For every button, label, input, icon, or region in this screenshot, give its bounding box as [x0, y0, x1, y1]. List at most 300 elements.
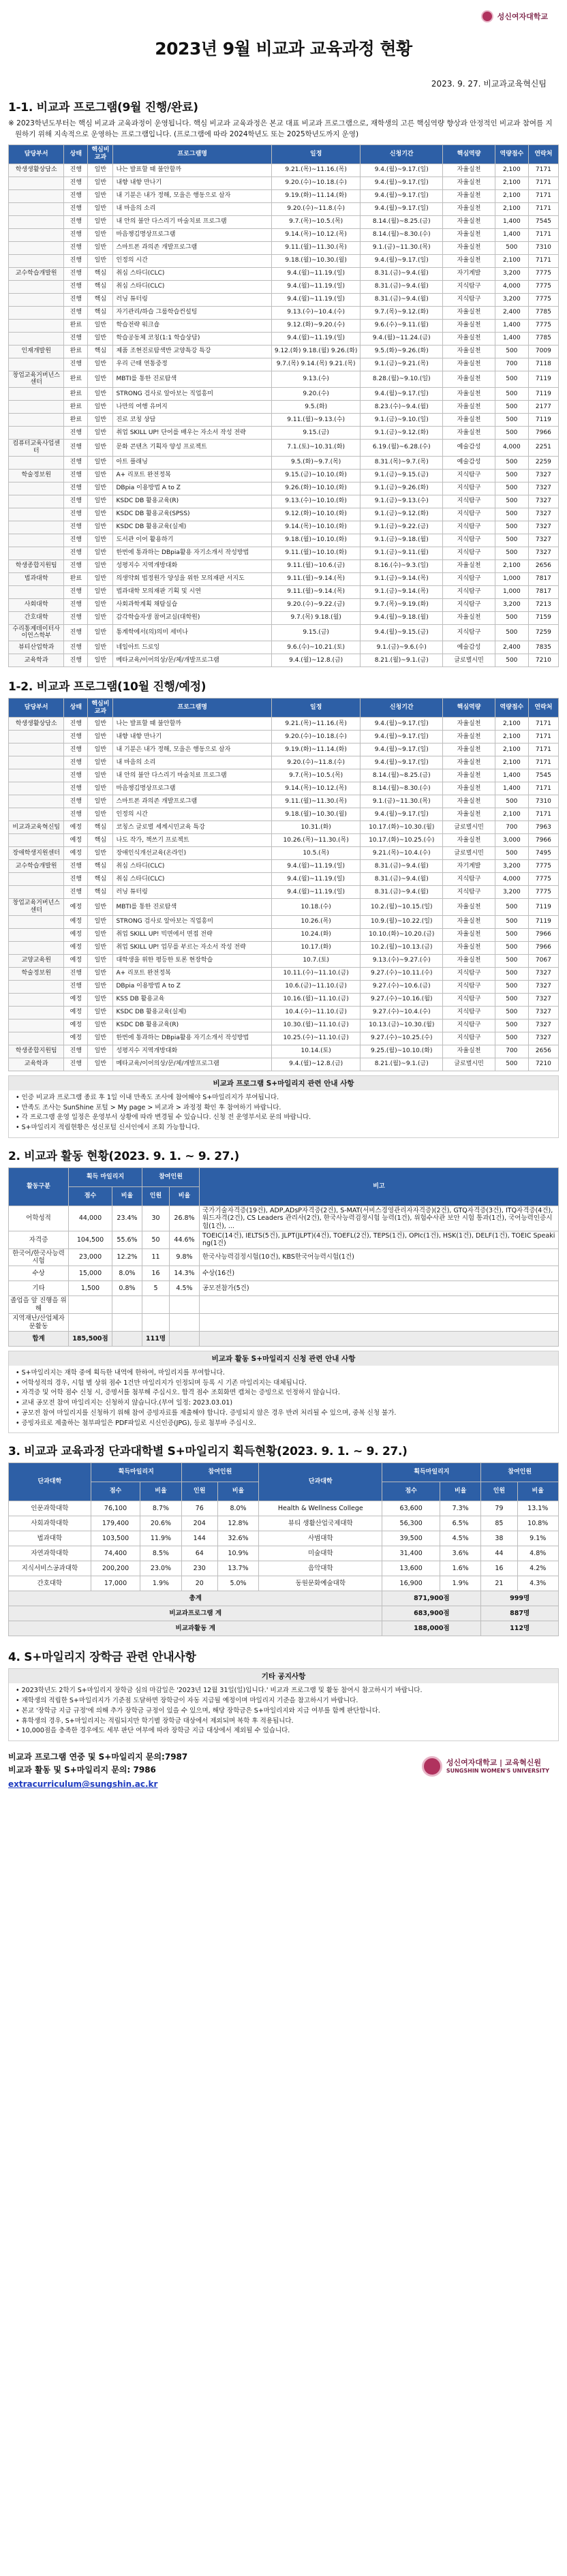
table-cell: [9, 254, 64, 267]
table-cell: 진행: [64, 358, 88, 371]
col-group-people-a: 참여인원: [181, 1463, 259, 1482]
table-cell: 내 마음의 소리: [113, 202, 272, 215]
table-cell: KSDC DB 활용교육(실제): [113, 521, 272, 534]
table-cell: 20.6%: [140, 1516, 181, 1531]
table-cell: [142, 1314, 170, 1332]
table-cell: 9.4.(월)~9.17.(일): [361, 743, 443, 756]
table-row: [9, 215, 559, 228]
table-cell: 지식탐구: [443, 547, 495, 559]
table-row: [9, 967, 559, 980]
table-cell: 9.4.(월)~9.18.(월): [361, 611, 443, 624]
table-row: [9, 886, 559, 899]
table-cell: [170, 1296, 200, 1314]
table-cell: 3,200: [495, 293, 528, 306]
table-cell: 7775: [528, 319, 558, 332]
table-cell: 7171: [528, 164, 558, 177]
column-header: 핵심비교과: [88, 144, 113, 164]
table-cell: 39,500: [382, 1531, 440, 1546]
table-cell: 지식탐구: [443, 508, 495, 521]
table-cell: A+ 리포트 완전정복: [113, 469, 272, 482]
table-cell: 법과대학: [9, 1531, 91, 1546]
table-cell: 9.14.(목)~10.10.(화): [272, 521, 361, 534]
table-cell: 교수학습개발원: [9, 860, 64, 873]
table-cell: 진행: [64, 743, 88, 756]
table-cell: 진행: [64, 654, 88, 667]
col-people-ratio: 비율: [170, 1186, 200, 1206]
table-cell: 자기관리/하습 그룹학습컨설팅: [113, 306, 272, 319]
table-cell: 인문과학대학: [9, 1501, 91, 1516]
table-cell: 15,000: [69, 1266, 112, 1281]
table-cell: 진행: [64, 559, 88, 572]
table-cell: 500: [495, 611, 528, 624]
table-cell: 일반: [88, 654, 113, 667]
table-cell: 9.4.(월)~9.17.(일): [361, 718, 443, 731]
table-cell: 일반: [88, 899, 113, 916]
table-cell: 9.18.(월)~10.30.(월): [272, 808, 361, 821]
table-cell: MBTI를 통한 진로탐색: [113, 899, 272, 916]
table-cell: [9, 1006, 64, 1019]
table-cell: 내 안의 불안 다스리기 마술치료 프로그램: [113, 769, 272, 782]
table-cell: 9.1%: [517, 1531, 559, 1546]
table-cell: 일반: [88, 482, 113, 495]
table-cell: 예정: [64, 993, 88, 1006]
table-cell: 지역재난/산업체자문활동: [9, 1314, 69, 1332]
table-cell: 7171: [528, 808, 558, 821]
table-cell: 스마트폰 과의존 개발프로그램: [113, 795, 272, 808]
activity-notice-title: 비교과 활동 S+마일리지 신청 관련 안내 사항: [9, 1351, 558, 1366]
column-header: 상태: [64, 699, 88, 718]
table-cell: 9.20.(수)~10.18.(수): [272, 177, 361, 189]
table-cell: [9, 177, 64, 189]
table-cell: 7171: [528, 756, 558, 769]
table-cell: 10.6.(금)~11.10.(금): [272, 980, 361, 993]
table-cell: [200, 1296, 559, 1314]
table-cell: 진행: [64, 495, 88, 508]
table-cell: 8.21.(월)~9.1.(금): [361, 654, 443, 667]
table-cell: 7171: [528, 718, 558, 731]
table-cell: 한국어/한국사능력시험: [9, 1248, 69, 1266]
table-cell: 일반: [88, 332, 113, 345]
table-cell: [9, 1032, 64, 1045]
table-cell: 9.11.(월)~9.13.(수): [272, 414, 361, 427]
table-cell: 교육학과: [9, 1058, 64, 1071]
table-cell: 7119: [528, 388, 558, 401]
table-cell: 9.5.(화)~9.7.(목): [272, 456, 361, 469]
col-activity-type: 활동구분: [9, 1167, 69, 1206]
table-cell: 9.1.(금)~9.21.(목): [361, 358, 443, 371]
table-cell: 7.3%: [440, 1501, 480, 1516]
table-cell: 8.31.(금)~9.4.(월): [361, 280, 443, 293]
table-cell: 마음챙김명상프로그램: [113, 782, 272, 795]
table-cell: 일반: [88, 1058, 113, 1071]
table-cell: 38: [481, 1531, 517, 1546]
table-cell: 3,000: [495, 834, 528, 847]
table-cell: 7327: [528, 993, 558, 1006]
table-cell: 장애인식개선교육(온라인): [113, 847, 272, 860]
table-cell: 진행: [64, 456, 88, 469]
table-cell: 일반: [88, 388, 113, 401]
table-cell: 자율실천: [443, 177, 495, 189]
table-cell: 일반: [88, 808, 113, 821]
table-cell: 7119: [528, 414, 558, 427]
table-cell: 완료: [64, 345, 88, 358]
table-cell: 9.12.(화)~9.20.(수): [272, 319, 361, 332]
table-cell: 9.11.(월)~9.14.(목): [272, 585, 361, 598]
table-cell: 500: [495, 345, 528, 358]
table-cell: 179,400: [91, 1516, 140, 1531]
table-row: [9, 508, 559, 521]
table-cell: 500: [495, 980, 528, 993]
table-cell: 진행: [64, 718, 88, 731]
table-row: [9, 1516, 559, 1531]
table-cell: 9.11.(월)~11.30.(목): [272, 795, 361, 808]
table-cell: [112, 1314, 142, 1332]
column-header: 핵심역량: [443, 144, 495, 164]
table-cell: 진행: [64, 860, 88, 873]
activity-notice-list: [9, 1366, 558, 1428]
col-group-mileage-a: 획득마일리지: [91, 1463, 181, 1482]
table-cell: TOEIC(14건), IELTS(5건), JLPT(JLPT)(4건), TOEFL(2건), TEPS(1건), OPIc(1건), HSK(1건), DELF(1건), TOEIC Speaking(1건): [200, 1231, 559, 1248]
table-cell: 일반: [88, 456, 113, 469]
table-cell: 내향 내향 만나기: [113, 731, 272, 743]
table-cell: [9, 743, 64, 756]
table-cell: 일반: [88, 469, 113, 482]
total-row: [9, 1621, 559, 1636]
table-cell: 9.4.(월)~11.19.(일): [272, 267, 361, 280]
table-cell: 자율실천: [443, 358, 495, 371]
table-cell: 7171: [528, 782, 558, 795]
table-cell: 진행: [64, 585, 88, 598]
table-cell: [9, 202, 64, 215]
table-cell: 500: [495, 1006, 528, 1019]
table-cell: 2,100: [495, 731, 528, 743]
total-cell: 합계: [9, 1332, 69, 1347]
table-cell: 5: [142, 1281, 170, 1296]
col-college-a: 단과대학: [9, 1463, 91, 1501]
table-row: [9, 534, 559, 547]
table-cell: 3,200: [495, 860, 528, 873]
table-cell: 500: [495, 899, 528, 916]
table-cell: 음악대학: [259, 1561, 382, 1576]
table-cell: 9.26.(화)~10.10.(화): [272, 482, 361, 495]
table-cell: 컴퓨터교육사업센터: [9, 440, 64, 457]
table-cell: 4,000: [495, 440, 528, 457]
table-cell: 국가기술자격증(19건), ADP,ADsP자격증(2건), S-MAT(서비스경영관리자자격증)(2건), GTQ자격증(3건), ITQ자격증(4건), 워드자격(2건), CS Leaders 관리사(2건), 한국사능력검정시험 능력(1건), 위험수사관 보안 시험 통과(1건), 국어능력인증시험(1건), ...: [200, 1206, 559, 1231]
table-cell: 55.6%: [112, 1231, 142, 1248]
table-cell: 9.1.(금)~11.30.(목): [361, 795, 443, 808]
table-cell: [9, 482, 64, 495]
table-cell: 63,600: [382, 1501, 440, 1516]
table-cell: [9, 928, 64, 941]
table-cell: 학생종합지원팀: [9, 559, 64, 572]
table-row: [9, 358, 559, 371]
table-cell: 500: [495, 469, 528, 482]
table-cell: 7966: [528, 928, 558, 941]
table-cell: 네일아트 드로잉: [113, 641, 272, 654]
table-cell: 4,000: [495, 280, 528, 293]
table-cell: 1,400: [495, 319, 528, 332]
table-row: [9, 1045, 559, 1058]
table-cell: [9, 547, 64, 559]
table-cell: 9.21.(목)~11.16.(목): [272, 164, 361, 177]
section-2-title: 1-2. 비교과 프로그램(10월 진행/예정): [8, 680, 206, 694]
table-cell: [9, 495, 64, 508]
table-cell: 일반: [88, 993, 113, 1006]
table-row: [9, 782, 559, 795]
table-cell: 9.13.(수)~9.27.(수): [361, 954, 443, 967]
notice-item: • 증빙자료로 제출하는 첨부파일은 PDF파일로 시신인증(JPG), 등로 첨부바 주십시오.: [16, 1419, 551, 1429]
table-cell: 일반: [88, 585, 113, 598]
table-cell: [9, 980, 64, 993]
table-cell: 예정: [64, 847, 88, 860]
table-row: [9, 547, 559, 559]
table-cell: 500: [495, 1058, 528, 1071]
table-cell: 창업교육거버넌스센터: [9, 371, 64, 388]
table-cell: [200, 1314, 559, 1332]
table-cell: 500: [495, 495, 528, 508]
table-cell: 핵심: [88, 293, 113, 306]
table-cell: 자기계발: [443, 267, 495, 280]
notice-item: • 재학생의 적립한 S+마일리지가 기준점 도달하면 장학금이 자동 지급될 예정이며 마일리지 기준을 참고하시기 바랍니다.: [16, 1696, 551, 1706]
table-cell: 성평지수 지역개방대화: [113, 1045, 272, 1058]
table-cell: 500: [495, 1032, 528, 1045]
notice-item: • 2023학년도 2학기 S+마일리지 장학금 심의 마감일은 '2023년 12월 31일(일)입니다.' 비교과 프로그램 및 활동 참여시 참고하시기 바랍니다.: [16, 1686, 551, 1696]
table-cell: 일반: [88, 915, 113, 928]
col-group-mileage: 획득 마일리지: [69, 1167, 142, 1186]
notice-item: • 공모전 참여 마일리지를 신청하기 위해 참여 증빙자료를 제출해야 합니다. 증빙되지 않은 경우 반려 처리될 수 있으며, 중복 신청 불가.: [16, 1409, 551, 1419]
table-cell: 9.7.(목)~9.12.(화): [361, 306, 443, 319]
table-cell: 간호대학: [9, 611, 64, 624]
table-row: [9, 1281, 559, 1296]
table-cell: 9.1.(금)~9.10.(일): [361, 414, 443, 427]
table-cell: [9, 795, 64, 808]
table-cell: 4.5%: [440, 1531, 480, 1546]
table-cell: 9.4.(월)~9.17.(일): [361, 164, 443, 177]
table-cell: 인정의 시간: [113, 254, 272, 267]
table-row: [9, 306, 559, 319]
notice-item: • 휴학생의 경우, S+마일리지는 적립되지만 학기별 장학금 대상에서 제외되며 복학 후 적용됩니다.: [16, 1717, 551, 1727]
col-score-ratio-b: 비율: [440, 1482, 480, 1501]
table-cell: 9.14.(목)~10.12.(목): [272, 782, 361, 795]
table-cell: 일반: [88, 743, 113, 756]
table-cell: 9.1.(금)~9.12.(화): [361, 508, 443, 521]
table-cell: 9.25.(월)~10.10.(화): [361, 1045, 443, 1058]
table-cell: 일반: [88, 718, 113, 731]
table-cell: 1.6%: [440, 1561, 480, 1576]
table-cell: 핵심: [88, 345, 113, 358]
table-cell: 9.11.(월)~10.6.(금): [272, 559, 361, 572]
table-cell: 러닝 튜터링: [113, 886, 272, 899]
table-cell: 9.6.(수)~9.11.(월): [361, 319, 443, 332]
table-cell: 지식탐구: [443, 1019, 495, 1032]
table-cell: 7171: [528, 228, 558, 241]
table-cell: 10.2.(월)~10.15.(일): [361, 899, 443, 916]
table-cell: 2,100: [495, 756, 528, 769]
table-row: [9, 756, 559, 769]
table-cell: 나는 발표할 때 불안할까: [113, 164, 272, 177]
table-cell: 7327: [528, 967, 558, 980]
table-cell: 9.6.(수)~10.21.(토): [272, 641, 361, 654]
table-cell: 8.14.(월)~8.25.(금): [361, 769, 443, 782]
table-cell: 취심 스타디(CLC): [113, 873, 272, 886]
table-cell: 7327: [528, 521, 558, 534]
footer-email-link[interactable]: extracurriculum@sungshin.ac.kr: [8, 1779, 158, 1790]
table-cell: 진행: [64, 440, 88, 457]
table-cell: 내향 내향 만나기: [113, 177, 272, 189]
table-cell: 10.9%: [217, 1546, 258, 1561]
column-header: 핵심역량: [443, 699, 495, 718]
total-cell: [170, 1332, 200, 1347]
table-cell: 진행: [64, 967, 88, 980]
table-cell: 7213: [528, 598, 558, 611]
table-row: [9, 1561, 559, 1576]
table-cell: 8.5%: [140, 1546, 181, 1561]
table-cell: 자율실천: [443, 332, 495, 345]
table-cell: 7817: [528, 585, 558, 598]
table-cell: [9, 456, 64, 469]
table-cell: 7327: [528, 469, 558, 482]
table-row: [9, 280, 559, 293]
table-row: [9, 427, 559, 440]
table-cell: 일반: [88, 202, 113, 215]
table-cell: [9, 241, 64, 254]
table-cell: 9.11.(월)~10.10.(화): [272, 547, 361, 559]
table-row: [9, 598, 559, 611]
table-row: [9, 1006, 559, 1019]
table-cell: 자율실천: [443, 215, 495, 228]
footer-logo-subtitle: SUNGSHIN WOMEN'S UNIVERSITY: [446, 1767, 549, 1774]
table-cell: 500: [495, 401, 528, 414]
table-cell: 일반: [88, 928, 113, 941]
table-cell: 메타교육/이어의상/문/체/개발프로그램: [113, 654, 272, 667]
table-cell: 나만의 여행 유머지: [113, 401, 272, 414]
table-cell: 9.13.(수): [272, 371, 361, 388]
table-cell: [69, 1296, 112, 1314]
table-row: [9, 718, 559, 731]
table-cell: 지식서비스공과대학: [9, 1561, 91, 1576]
table-cell: 자율실천: [443, 611, 495, 624]
table-cell: 7327: [528, 508, 558, 521]
table-cell: [9, 941, 64, 954]
col-score-b: 점수: [382, 1482, 440, 1501]
university-seal-icon: [422, 1756, 442, 1777]
table-cell: 9.7.(목)~10.5.(목): [272, 215, 361, 228]
table-cell: 지식탐구: [443, 967, 495, 980]
col-people: 인원: [142, 1186, 170, 1206]
table-cell: 12.2%: [112, 1248, 142, 1266]
table-row: [9, 1314, 559, 1332]
table-cell: 자율실천: [443, 254, 495, 267]
table-cell: 9.1.(금)~9.14.(목): [361, 572, 443, 585]
table-cell: 일반: [88, 547, 113, 559]
table-cell: 일반: [88, 1032, 113, 1045]
table-cell: 9.5.(화)~9.26.(화): [361, 345, 443, 358]
table-cell: 7966: [528, 427, 558, 440]
table-cell: 7119: [528, 915, 558, 928]
table-cell: [9, 521, 64, 534]
table-cell: 7171: [528, 254, 558, 267]
table-row: [9, 164, 559, 177]
table-cell: [9, 1019, 64, 1032]
table-cell: [9, 534, 64, 547]
table-cell: 일반: [88, 521, 113, 534]
table-cell: 예정: [64, 915, 88, 928]
table-cell: 진행: [64, 731, 88, 743]
table-cell: 일반: [88, 427, 113, 440]
column-header: 일정: [272, 699, 361, 718]
table-cell: 자격증: [9, 1231, 69, 1248]
table-cell: 8.28.(월)~9.10.(일): [361, 371, 443, 388]
table-cell: KSDC DB 활용교육(R): [113, 1019, 272, 1032]
table-cell: 7327: [528, 534, 558, 547]
table-cell: 의생약회 법정원가 양성을 위한 모의재판 서지도: [113, 572, 272, 585]
table-cell: 핵심: [88, 267, 113, 280]
table-cell: 8.31.(금)~9.4.(월): [361, 293, 443, 306]
table-cell: 7210: [528, 1058, 558, 1071]
table-cell: A+ 리포트 완전정복: [113, 967, 272, 980]
table-cell: 일반: [88, 189, 113, 202]
col-people-ratio-b: 비율: [517, 1482, 559, 1501]
table-cell: 지식탐구: [443, 521, 495, 534]
table-cell: 2656: [528, 559, 558, 572]
table-cell: 일반: [88, 319, 113, 332]
table-cell: 진행: [64, 280, 88, 293]
table-cell: 7545: [528, 769, 558, 782]
table-cell: [9, 306, 64, 319]
table-row: [9, 821, 559, 834]
table-cell: 13.1%: [517, 1501, 559, 1516]
table-cell: 8.0%: [217, 1501, 258, 1516]
table-cell: 예술감성: [443, 641, 495, 654]
table-cell: 103,500: [91, 1531, 140, 1546]
table-cell: 일반: [88, 254, 113, 267]
table-cell: 일반: [88, 228, 113, 241]
table-cell: 성평지수 지역개방대화: [113, 559, 272, 572]
total-people: 112명: [481, 1621, 559, 1636]
table-cell: 10.31.(화): [272, 821, 361, 834]
col-group-mileage-b: 획득마일리지: [382, 1463, 481, 1482]
total-cell: [112, 1332, 142, 1347]
table-cell: 대학생을 위한 평등한 토론 현장학습: [113, 954, 272, 967]
table-cell: 500: [495, 654, 528, 667]
table-cell: 간호대학: [9, 1576, 91, 1591]
table-cell: 예정: [64, 1006, 88, 1019]
table-cell: 9.7.(목)~9.19.(화): [361, 598, 443, 611]
notice-item: • 교내 공모전 참여 마일리지는 신청하지 않습니다.(부여 일정: 2023.03.01): [16, 1398, 551, 1409]
table-cell: 2,400: [495, 641, 528, 654]
table-cell: 10.25.(수)~11.10.(금): [272, 1032, 361, 1045]
table-cell: 사범대학: [259, 1531, 382, 1546]
table-cell: 144: [181, 1531, 217, 1546]
table-cell: 8.23.(수)~9.4.(월): [361, 401, 443, 414]
table-cell: 9.4.(월)~9.15.(금): [361, 624, 443, 641]
table-cell: 한번에 통과하는 DBpia활용 자기소개서 작성방법: [113, 1032, 272, 1045]
table-cell: 미술대학: [259, 1546, 382, 1561]
table-cell: 진행: [64, 164, 88, 177]
table-row: [9, 371, 559, 388]
table-cell: 3,200: [495, 267, 528, 280]
table-cell: 500: [495, 456, 528, 469]
table-cell: 9.7.(목)~10.5.(목): [272, 769, 361, 782]
table-cell: 예정: [64, 821, 88, 834]
table-cell: 20: [181, 1576, 217, 1591]
table-cell: 완료: [64, 319, 88, 332]
table-cell: 일반: [88, 177, 113, 189]
table-cell: [9, 834, 64, 847]
table-cell: 자율실천: [443, 808, 495, 821]
footer: [8, 1751, 559, 1798]
table-row: [9, 1032, 559, 1045]
